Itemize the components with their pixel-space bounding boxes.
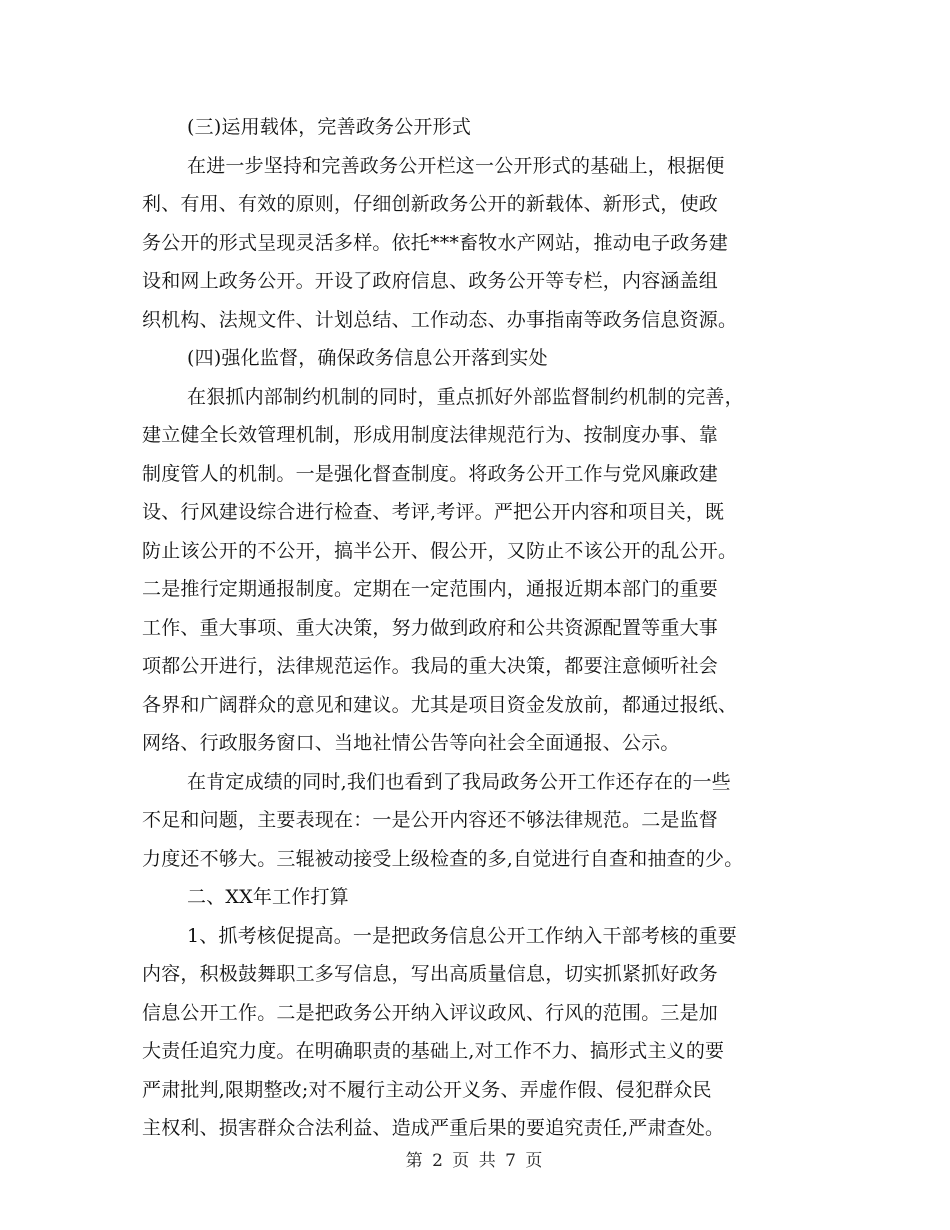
text-line: 在肯定成绩的同时,我们也看到了我局政务公开工作还存在的一些 <box>187 770 731 793</box>
text-line: 1、抓考核促提高。一是把政务信息公开工作纳入干部考核的重要 <box>187 924 737 947</box>
document-body <box>142 108 814 1148</box>
text-line: 主权利、损害群众合法利益、造成严重后果的要追究责任,严肃查处。 <box>142 1117 725 1139</box>
page-number-footer: 第 2 页 共 7 页 <box>405 1151 545 1171</box>
text-line: 防止该公开的不公开，搞半公开、假公开，又防止不该公开的乱公开。 <box>142 539 738 562</box>
text-line: 建立健全长效管理机制，形成用制度法律规范行为、按制度办事、靠 <box>142 424 719 446</box>
text-line: 二、XX年工作打算 <box>187 886 349 908</box>
text-line: 在狠抓内部制约机制的同时，重点抓好外部监督制约机制的完善， <box>187 385 744 408</box>
text-line: 内容，积极鼓舞职工多写信息，写出高质量信息，切实抓紧抓好政务 <box>142 963 719 985</box>
text-line: 各界和广阔群众的意见和建议。尤其是项目资金发放前，都通过报纸、 <box>142 693 738 716</box>
text-line: 设、行风建设综合进行检查、考评,考评。严把公开内容和项目关，既 <box>142 501 725 523</box>
text-line: 力度还不够大。三辊被动接受上级检查的多,自觉进行自查和抽查的少。 <box>142 847 744 870</box>
text-line: 工作、重大事项、重大决策，努力做到政府和公共资源配置等重大事 <box>142 616 719 639</box>
text-line: 信息公开工作。二是把政务公开纳入评议政风、行风的范围。三是加 <box>142 1001 719 1024</box>
text-line: 在进一步坚持和完善政务公开栏这一公开形式的基础上，根据便 <box>187 154 725 177</box>
text-line: 织机构、法规文件、计划总结、工作动态、办事指南等政务信息资源。 <box>142 308 738 331</box>
text-line: 制度管人的机制。一是强化督查制度。将政务公开工作与党风廉政建 <box>142 462 719 485</box>
text-line: 项都公开进行，法律规范运作。我局的重大决策，都要注意倾听社会 <box>142 655 719 677</box>
text-line: (三)运用载体，完善政务公开形式 <box>187 116 472 138</box>
text-line: 利、有用、有效的原则，仔细创新政务公开的新载体、新形式，使政 <box>142 193 719 215</box>
text-line: 网络、行政服务窗口、当地社情公告等向社会全面通报、公示。 <box>142 732 680 754</box>
text-line: 二是推行定期通报制度。定期在一定范围内，通报近期本部门的重要 <box>142 578 719 600</box>
text-line: (四)强化监督，确保政务信息公开落到实处 <box>187 347 548 369</box>
text-line: 大责任追究力度。在明确职责的基础上,对工作不力、搞形式主义的要 <box>142 1040 725 1062</box>
text-line: 严肃批判,限期整改;对不履行主动公开义务、弄虚作假、侵犯群众民 <box>142 1078 712 1101</box>
text-line: 不足和问题，主要表现在：一是公开内容还不够法律规范。二是监督 <box>142 809 719 831</box>
text-line: 设和网上政务公开。开设了政府信息、政务公开等专栏，内容涵盖组 <box>142 270 719 292</box>
text-line: 务公开的形式呈现灵活多样。依托***畜牧水产网站，推动电子政务建 <box>142 231 728 254</box>
